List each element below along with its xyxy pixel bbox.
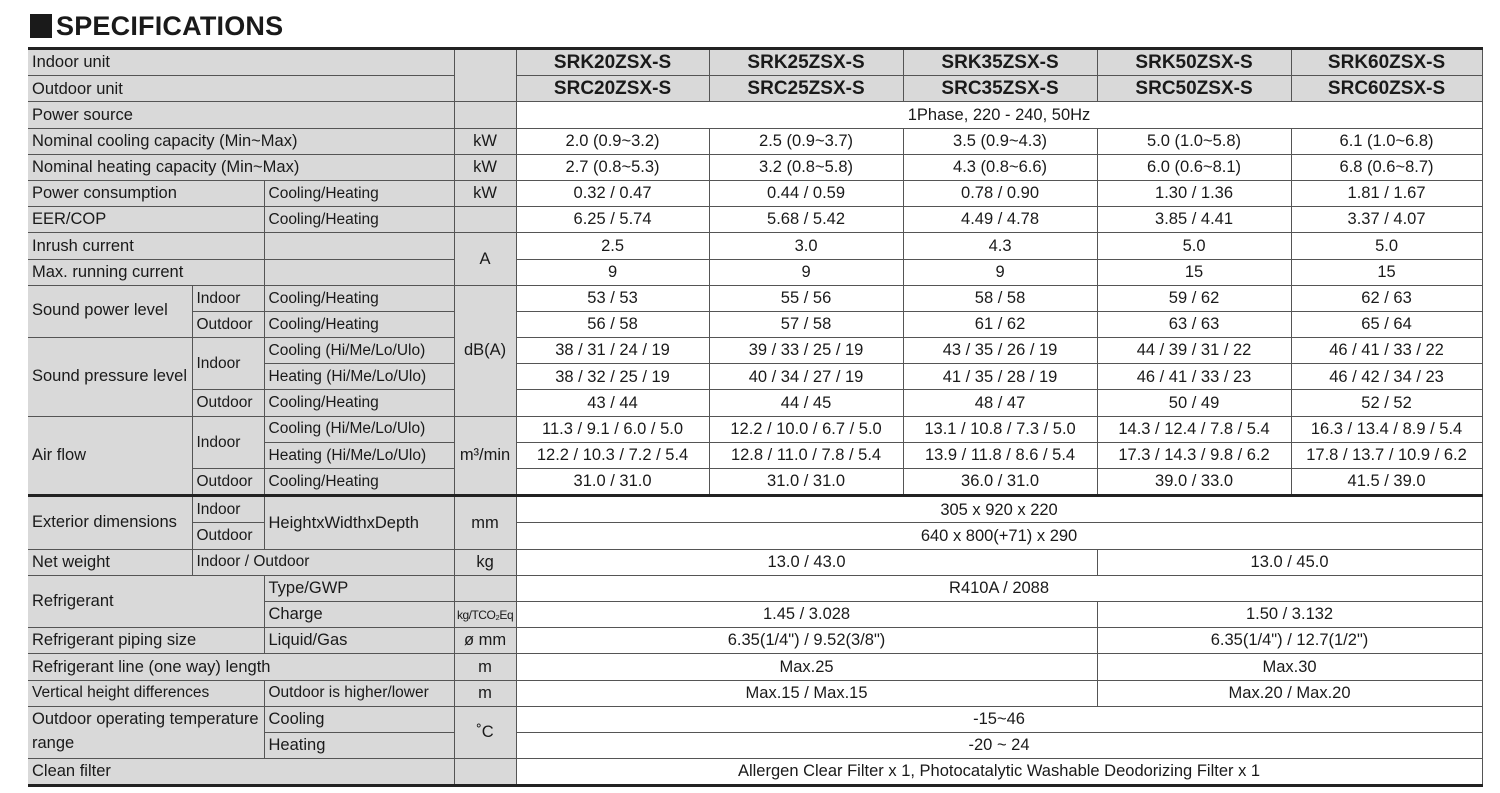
row-power-source bbox=[28, 102, 1482, 128]
clean-filter-value: Allergen Clear Filter x 1, Photocatalytic Washable Deodorizing Filter x 1 bbox=[516, 759, 1482, 786]
row-sound-pressure-indoor-cooling bbox=[28, 338, 1482, 364]
unit-a: A bbox=[454, 233, 516, 285]
value-cell: 65 / 64 bbox=[1291, 311, 1482, 337]
spec-table-frame bbox=[28, 47, 1482, 787]
row-airflow-outdoor bbox=[28, 469, 1482, 496]
refrigerant-piping-label: Refrigerant piping size bbox=[28, 628, 264, 654]
indoor-outdoor-label: Indoor / Outdoor bbox=[192, 549, 454, 575]
value-cell: 39 / 33 / 25 / 19 bbox=[709, 338, 903, 364]
outdoor-label: Outdoor bbox=[192, 390, 264, 416]
value-cell: 50 / 49 bbox=[1097, 390, 1291, 416]
row-eer-cop bbox=[28, 207, 1482, 233]
row-temp-cooling bbox=[28, 706, 1482, 732]
unit-kw: kW bbox=[454, 154, 516, 180]
cooling-heating-label: Cooling/Heating bbox=[264, 207, 454, 233]
value-cell: 2.5 bbox=[516, 233, 709, 259]
row-max-running-current bbox=[28, 259, 1482, 285]
unit-cell bbox=[454, 207, 516, 233]
exterior-dimensions-label: Exterior dimensions bbox=[28, 496, 192, 549]
power-consumption-label: Power consumption bbox=[28, 180, 264, 206]
inrush-current-label: Inrush current bbox=[28, 233, 264, 259]
value-cell: 53 / 53 bbox=[516, 285, 709, 311]
value-cell: 0.44 / 0.59 bbox=[709, 180, 903, 206]
charge-value: 1.45 / 3.028 bbox=[516, 601, 1097, 627]
eer-cop-label: EER/COP bbox=[28, 207, 264, 233]
value-cell: 46 / 41 / 33 / 22 bbox=[1291, 338, 1482, 364]
air-flow-label: Air flow bbox=[28, 416, 192, 496]
row-nominal-heating bbox=[28, 154, 1482, 180]
value-cell: 39.0 / 33.0 bbox=[1097, 469, 1291, 496]
value-cell: 2.7 (0.8~5.3) bbox=[516, 154, 709, 180]
outdoor-unit-label: Outdoor unit bbox=[28, 76, 454, 102]
value-cell: 2.0 (0.9~3.2) bbox=[516, 128, 709, 154]
value-cell: 3.2 (0.8~5.8) bbox=[709, 154, 903, 180]
value-cell: 61 / 62 bbox=[903, 311, 1097, 337]
cooling-heating-label: Cooling/Heating bbox=[264, 285, 454, 311]
value-cell: 3.37 / 4.07 bbox=[1291, 207, 1482, 233]
dimension-outdoor-value: 640 x 800(+71) x 290 bbox=[516, 523, 1482, 549]
value-cell: 6.8 (0.6~8.7) bbox=[1291, 154, 1482, 180]
sound-power-level-label: Sound power level bbox=[28, 285, 192, 337]
cooling-heating-label: Cooling/Heating bbox=[264, 390, 454, 416]
indoor-model: SRK20ZSX-S bbox=[516, 49, 709, 76]
cooling-heating-label: Cooling/Heating bbox=[264, 469, 454, 496]
indoor-model: SRK35ZSX-S bbox=[903, 49, 1097, 76]
refrigerant-label: Refrigerant bbox=[28, 575, 264, 627]
value-cell: 0.78 / 0.90 bbox=[903, 180, 1097, 206]
nominal-heating-label: Nominal heating capacity (Min~Max) bbox=[28, 154, 454, 180]
outdoor-label: Outdoor bbox=[192, 523, 264, 549]
unit-cell bbox=[454, 102, 516, 128]
outdoor-temp-range-label: Outdoor operating temperature range bbox=[28, 706, 264, 758]
value-cell: 38 / 31 / 24 / 19 bbox=[516, 338, 709, 364]
max-running-current-label: Max. running current bbox=[28, 259, 264, 285]
outdoor-label: Outdoor bbox=[192, 469, 264, 496]
value-cell: 5.0 bbox=[1291, 233, 1482, 259]
value-cell: 44 / 39 / 31 / 22 bbox=[1097, 338, 1291, 364]
indoor-unit-label: Indoor unit bbox=[28, 49, 454, 76]
value-cell: 40 / 34 / 27 / 19 bbox=[709, 364, 903, 390]
indoor-model: SRK25ZSX-S bbox=[709, 49, 903, 76]
hwd-label: HeightxWidthxDepth bbox=[264, 496, 454, 549]
value-cell: 4.3 bbox=[903, 233, 1097, 259]
cooling-hml-label: Cooling (Hi/Me/Lo/Ulo) bbox=[264, 338, 454, 364]
value-cell: 9 bbox=[903, 259, 1097, 285]
outdoor-model: SRC20ZSX-S bbox=[516, 76, 709, 102]
value-cell: 5.68 / 5.42 bbox=[709, 207, 903, 233]
value-cell: 13.1 / 10.8 / 7.3 / 5.0 bbox=[903, 416, 1097, 442]
value-cell: 4.49 / 4.78 bbox=[903, 207, 1097, 233]
page-header bbox=[30, 10, 283, 42]
value-cell: 36.0 / 31.0 bbox=[903, 469, 1097, 496]
model-unit-cell bbox=[454, 49, 516, 102]
value-cell: 15 bbox=[1097, 259, 1291, 285]
value-cell: 41.5 / 39.0 bbox=[1291, 469, 1482, 496]
row-sound-power-outdoor bbox=[28, 311, 1482, 337]
value-cell: 3.85 / 4.41 bbox=[1097, 207, 1291, 233]
indoor-model: SRK60ZSX-S bbox=[1291, 49, 1482, 76]
value-cell: 31.0 / 31.0 bbox=[516, 469, 709, 496]
cooling-heating-label: Cooling/Heating bbox=[264, 311, 454, 337]
value-cell: 5.0 bbox=[1097, 233, 1291, 259]
cooling-hml-label: Cooling (Hi/Me/Lo/Ulo) bbox=[264, 416, 454, 442]
value-cell: 56 / 58 bbox=[516, 311, 709, 337]
value-cell: 12.8 / 11.0 / 7.8 / 5.4 bbox=[709, 442, 903, 468]
row-sound-power-indoor bbox=[28, 285, 1482, 311]
row-refrigerant-type bbox=[28, 575, 1482, 601]
value-cell: 13.9 / 11.8 / 8.6 / 5.4 bbox=[903, 442, 1097, 468]
vertical-height-label: Vertical height differences bbox=[28, 680, 264, 706]
unit-kw: kW bbox=[454, 180, 516, 206]
value-cell: 44 / 45 bbox=[709, 390, 903, 416]
cooling-label: Cooling bbox=[264, 706, 454, 732]
vertical-height-value: Max.15 / Max.15 bbox=[516, 680, 1097, 706]
value-cell: 5.0 (1.0~5.8) bbox=[1097, 128, 1291, 154]
value-cell: 62 / 63 bbox=[1291, 285, 1482, 311]
indoor-label: Indoor bbox=[192, 496, 264, 523]
value-cell: 14.3 / 12.4 / 7.8 / 5.4 bbox=[1097, 416, 1291, 442]
spec-table bbox=[28, 47, 1483, 787]
value-cell: 1.30 / 1.36 bbox=[1097, 180, 1291, 206]
value-cell: 16.3 / 13.4 / 8.9 / 5.4 bbox=[1291, 416, 1482, 442]
clean-filter-label: Clean filter bbox=[28, 759, 454, 786]
unit-kg-tco2: kg/TCO₂Eq bbox=[454, 601, 516, 627]
value-cell: 58 / 58 bbox=[903, 285, 1097, 311]
value-cell: 3.0 bbox=[709, 233, 903, 259]
unit-celsius: ˚C bbox=[454, 706, 516, 758]
outdoor-higher-lower-label: Outdoor is higher/lower bbox=[264, 680, 454, 706]
unit-mm: mm bbox=[454, 496, 516, 549]
value-cell: 17.3 / 14.3 / 9.8 / 6.2 bbox=[1097, 442, 1291, 468]
temp-heating-value: -20 ~ 24 bbox=[516, 732, 1482, 758]
row-net-weight bbox=[28, 549, 1482, 575]
net-weight-label: Net weight bbox=[28, 549, 192, 575]
value-cell: 12.2 / 10.0 / 6.7 / 5.0 bbox=[709, 416, 903, 442]
outdoor-model: SRC50ZSX-S bbox=[1097, 76, 1291, 102]
indoor-model: SRK50ZSX-S bbox=[1097, 49, 1291, 76]
row-vertical-height bbox=[28, 680, 1482, 706]
unit-m: m bbox=[454, 680, 516, 706]
liquid-gas-label: Liquid/Gas bbox=[264, 628, 454, 654]
heating-label: Heating bbox=[264, 732, 454, 758]
outdoor-label: Outdoor bbox=[192, 311, 264, 337]
unit-m3min: m³/min bbox=[454, 416, 516, 496]
line-length-value: Max.30 bbox=[1097, 654, 1482, 680]
value-cell: 12.2 / 10.3 / 7.2 / 5.4 bbox=[516, 442, 709, 468]
indoor-label: Indoor bbox=[192, 338, 264, 390]
power-source-value: 1Phase, 220 - 240, 50Hz bbox=[516, 102, 1482, 128]
unit-phi-mm: ø mm bbox=[454, 628, 516, 654]
outdoor-model: SRC25ZSX-S bbox=[709, 76, 903, 102]
empty-sub-label bbox=[264, 233, 454, 259]
value-cell: 6.0 (0.6~8.1) bbox=[1097, 154, 1291, 180]
value-cell: 9 bbox=[516, 259, 709, 285]
value-cell: 3.5 (0.9~4.3) bbox=[903, 128, 1097, 154]
value-cell: 9 bbox=[709, 259, 903, 285]
row-refrigerant-line bbox=[28, 654, 1482, 680]
refrigerant-line-label: Refrigerant line (one way) length bbox=[28, 654, 454, 680]
value-cell: 48 / 47 bbox=[903, 390, 1097, 416]
heating-hml-label: Heating (Hi/Me/Lo/Ulo) bbox=[264, 442, 454, 468]
row-power-consumption bbox=[28, 180, 1482, 206]
piping-value: 6.35(1/4") / 12.7(1/2") bbox=[1097, 628, 1482, 654]
value-cell: 15 bbox=[1291, 259, 1482, 285]
value-cell: 41 / 35 / 28 / 19 bbox=[903, 364, 1097, 390]
value-cell: 57 / 58 bbox=[709, 311, 903, 337]
value-cell: 59 / 62 bbox=[1097, 285, 1291, 311]
nominal-cooling-label: Nominal cooling capacity (Min~Max) bbox=[28, 128, 454, 154]
value-cell: 4.3 (0.8~6.6) bbox=[903, 154, 1097, 180]
value-cell: 63 / 63 bbox=[1097, 311, 1291, 337]
value-cell: 1.81 / 1.67 bbox=[1291, 180, 1482, 206]
row-refrigerant-piping bbox=[28, 628, 1482, 654]
indoor-label: Indoor bbox=[192, 416, 264, 468]
value-cell: 52 / 52 bbox=[1291, 390, 1482, 416]
unit-cell bbox=[454, 575, 516, 601]
unit-dba: dB(A) bbox=[454, 285, 516, 416]
value-cell: 43 / 35 / 26 / 19 bbox=[903, 338, 1097, 364]
refrigerant-type-value: R410A / 2088 bbox=[516, 575, 1482, 601]
title-square-marker bbox=[30, 14, 52, 38]
value-cell: 46 / 42 / 34 / 23 bbox=[1291, 364, 1482, 390]
charge-label: Charge bbox=[264, 601, 454, 627]
dimension-indoor-value: 305 x 920 x 220 bbox=[516, 496, 1482, 523]
piping-value: 6.35(1/4") / 9.52(3/8") bbox=[516, 628, 1097, 654]
row-dimensions-indoor bbox=[28, 496, 1482, 523]
page-title: SPECIFICATIONS bbox=[56, 10, 284, 41]
net-weight-value: 13.0 / 45.0 bbox=[1097, 549, 1482, 575]
row-airflow-indoor-cooling bbox=[28, 416, 1482, 442]
charge-value: 1.50 / 3.132 bbox=[1097, 601, 1482, 627]
indoor-label: Indoor bbox=[192, 285, 264, 311]
cooling-heating-label: Cooling/Heating bbox=[264, 180, 454, 206]
value-cell: 55 / 56 bbox=[709, 285, 903, 311]
value-cell: 31.0 / 31.0 bbox=[709, 469, 903, 496]
vertical-height-value: Max.20 / Max.20 bbox=[1097, 680, 1482, 706]
net-weight-value: 13.0 / 43.0 bbox=[516, 549, 1097, 575]
value-cell: 38 / 32 / 25 / 19 bbox=[516, 364, 709, 390]
unit-cell bbox=[454, 759, 516, 786]
row-dimensions-outdoor bbox=[28, 523, 1482, 549]
power-source-label: Power source bbox=[28, 102, 454, 128]
value-cell: 17.8 / 13.7 / 10.9 / 6.2 bbox=[1291, 442, 1482, 468]
empty-sub-label bbox=[264, 259, 454, 285]
type-gwp-label: Type/GWP bbox=[264, 575, 454, 601]
outdoor-model: SRC60ZSX-S bbox=[1291, 76, 1482, 102]
unit-m: m bbox=[454, 654, 516, 680]
heating-hml-label: Heating (Hi/Me/Lo/Ulo) bbox=[264, 364, 454, 390]
row-clean-filter bbox=[28, 759, 1482, 786]
row-sound-pressure-outdoor bbox=[28, 390, 1482, 416]
unit-kw: kW bbox=[454, 128, 516, 154]
outdoor-model: SRC35ZSX-S bbox=[903, 76, 1097, 102]
unit-kg: kg bbox=[454, 549, 516, 575]
row-outdoor-unit bbox=[28, 76, 1482, 102]
value-cell: 0.32 / 0.47 bbox=[516, 180, 709, 206]
value-cell: 46 / 41 / 33 / 23 bbox=[1097, 364, 1291, 390]
line-length-value: Max.25 bbox=[516, 654, 1097, 680]
value-cell: 6.25 / 5.74 bbox=[516, 207, 709, 233]
value-cell: 11.3 / 9.1 / 6.0 / 5.0 bbox=[516, 416, 709, 442]
row-indoor-unit bbox=[28, 49, 1482, 76]
temp-cooling-value: -15~46 bbox=[516, 706, 1482, 732]
value-cell: 6.1 (1.0~6.8) bbox=[1291, 128, 1482, 154]
sound-pressure-level-label: Sound pressure level bbox=[28, 338, 192, 417]
row-nominal-cooling bbox=[28, 128, 1482, 154]
value-cell: 2.5 (0.9~3.7) bbox=[709, 128, 903, 154]
value-cell: 43 / 44 bbox=[516, 390, 709, 416]
row-inrush-current bbox=[28, 233, 1482, 259]
